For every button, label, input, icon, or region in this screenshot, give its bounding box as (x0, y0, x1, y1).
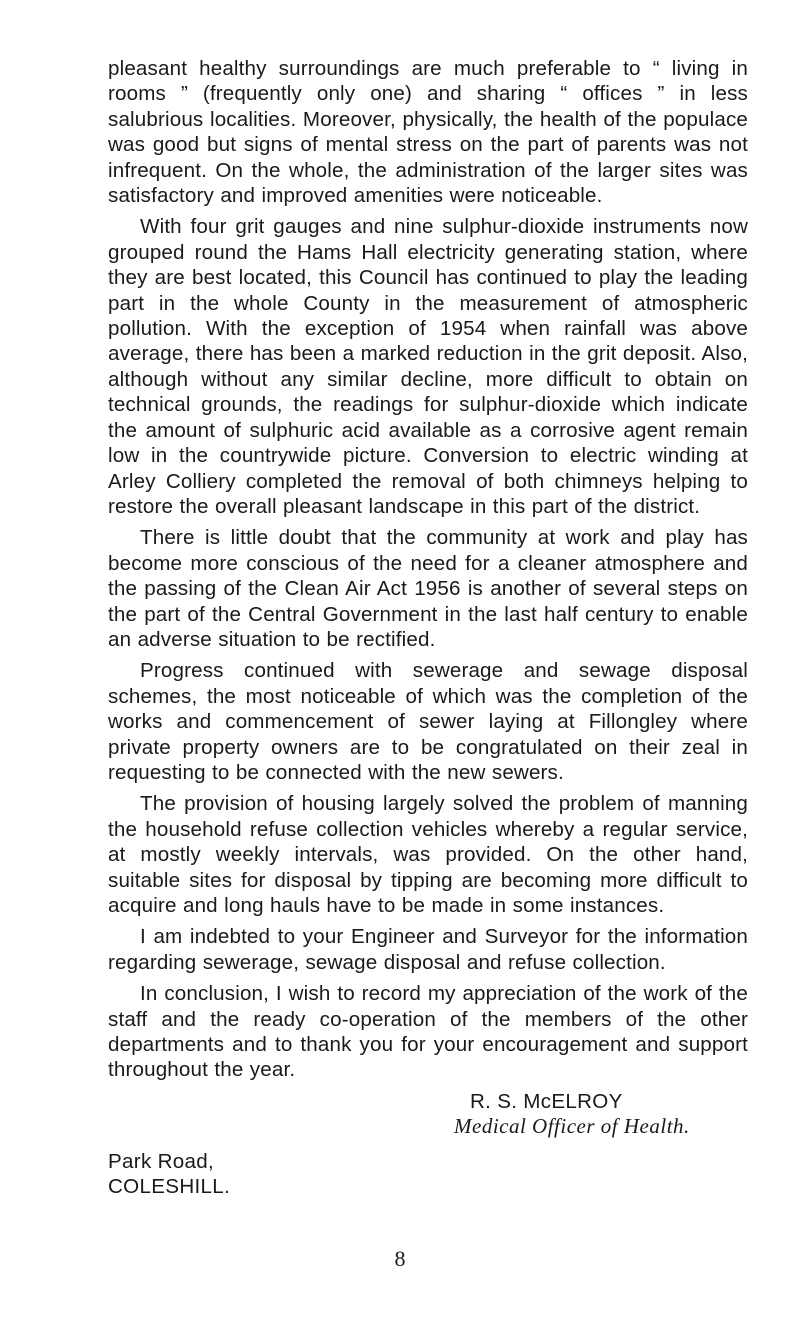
signature-name: R. S. McELROY (470, 1089, 623, 1113)
paragraph-atmospheric-pollution: With four grit gauges and nine sulphur-dioxide instruments now grouped round the Hams Hall electricity generating station, where they are best located, this Council has continued to play the leading part in the whole County in the measurement of atmospheric pollution. With the exception of 1954 when rainfall was above average, there has been a marked reduction in the grit deposit. Also, although without any similar decline, more difficult to obtain on technical grounds, the readings for sulphur-dioxide which indicate the amount of sulphuric acid available as a corrosive agent remain low in the countrywide picture. Conversion to electric winding at Arley Colliery completed the removal of both chimneys helping to restore the overall pleasant landscape in this part of the district. (108, 215, 748, 518)
paragraph-continuation: pleasant healthy surroundings are much preferable to “ living in rooms ” (frequently only one) and sharing “ offices ” in less salubrious localities. Moreover, physically, the health of the populace was good but signs of mental stress on the part of parents was not infrequent. On the whole, the administration of the larger sites was satisfactory and improved amenities were noticeable. (108, 57, 748, 208)
signature-block (108, 1089, 748, 1139)
paragraph-sewerage-progress: Progress continued with sewerage and sewage disposal schemes, the most noticeable of which was the completion of the works and commencement of sewer laying at Fillongley where private property owners are to be congratulated on their zeal in requesting to be connected with the new sewers. (108, 659, 748, 784)
signature-title: Medical Officer of Health. (454, 1113, 690, 1138)
address-line-1: Park Road, (108, 1149, 215, 1173)
paragraph-refuse-collection: The provision of housing largely solved the problem of manning the household refuse collection vehicles whereby a regular service, at mostly weekly intervals, was provided. On the other hand, suitable sites for disposal by tipping are becoming more difficult to acquire and long hauls have to be made in some instances. (108, 792, 748, 917)
address-block (108, 1149, 748, 1200)
address-line-2: COLESHILL. (108, 1175, 231, 1199)
paragraph-conclusion: In conclusion, I wish to record my appreciation of the work of the staff and the ready co-operation of the members of the other departments and to thank you for your encouragement and support throughout the year. (108, 982, 748, 1082)
document-page (108, 56, 748, 1200)
paragraph-clean-air-act: There is little doubt that the community at work and play has become more conscious of the need for a cleaner atmosphere and the passing of the Clean Air Act 1956 is another of several steps on the part of the Central Government in the last half century to enable an adverse situation to be rectified. (108, 526, 748, 651)
paragraph-acknowledgement: I am indebted to your Engineer and Surveyor for the information regarding sewerage, sewage disposal and refuse collection. (108, 925, 748, 974)
page-number: 8 (394, 1246, 406, 1271)
